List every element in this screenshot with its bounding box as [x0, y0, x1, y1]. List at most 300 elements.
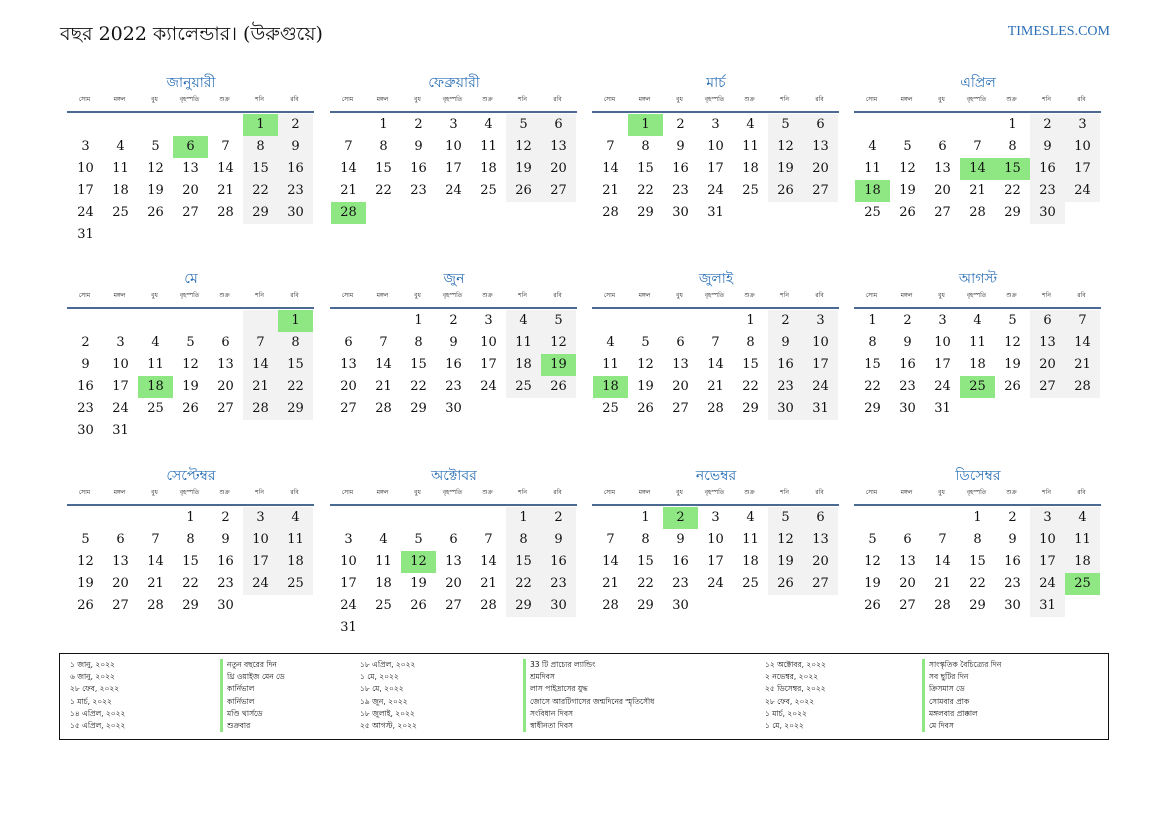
day-cell: 10 — [340, 554, 357, 569]
day-cell: 13 — [541, 136, 576, 158]
holiday-date: ১ মে, ২০২২ — [765, 720, 804, 730]
empty-cell — [331, 507, 366, 529]
day-cell: 17 — [77, 183, 94, 198]
weekday-label: বৃহস্পতি — [704, 489, 725, 496]
holiday-name: মঙ্গলবার প্রাক্কাল — [922, 708, 978, 720]
month-name: জুন — [443, 271, 465, 287]
day-cell: 9 — [676, 139, 685, 154]
day-cell: 19 — [506, 158, 541, 180]
day-cell: 13 — [803, 529, 838, 551]
month-name: মে — [184, 271, 198, 287]
day-cell: 24 — [934, 379, 951, 394]
day-cell: 6 — [903, 532, 912, 547]
day-cell: 30 — [278, 202, 313, 224]
day-cell: 22 — [506, 573, 541, 595]
day-cell: 13 — [112, 554, 129, 569]
weekday-label: বুধ — [414, 489, 421, 496]
weekday-label: মঙ্গল — [900, 96, 913, 103]
day-cell: 9 — [676, 532, 685, 547]
holiday-row — [70, 696, 255, 708]
empty-cell — [925, 114, 960, 136]
holiday-date: ১৪ এপ্রিল, ২০২২ — [70, 708, 126, 718]
day-cell: 21 — [602, 576, 619, 591]
day-cell: 24 — [803, 376, 838, 398]
day-cell: 20 — [340, 379, 357, 394]
day-cell: 2 — [1008, 510, 1017, 525]
day-cell: 16 — [899, 357, 916, 372]
day-cell: 27 — [182, 205, 199, 220]
month-calendar — [593, 269, 839, 420]
day-cell: 7 — [379, 335, 388, 350]
day-cell: 17 — [340, 576, 357, 591]
day-cell: 2 — [768, 310, 803, 332]
weekday-header — [854, 486, 1101, 506]
weekday-header — [67, 289, 314, 309]
day-cell: 19 — [864, 576, 881, 591]
holiday-day-cell: 1 — [628, 114, 663, 136]
weekday-label: শনি — [780, 96, 789, 103]
month-name: এপ্রিল — [960, 75, 996, 91]
empty-cell — [173, 310, 208, 332]
day-cell: 5 — [768, 114, 803, 136]
day-cell: 29 — [637, 598, 654, 613]
month-calendar — [331, 269, 577, 420]
holiday-row — [70, 659, 277, 671]
day-cell: 25 — [278, 573, 313, 595]
day-cell: 17 — [112, 379, 129, 394]
holiday-row — [360, 683, 588, 695]
holiday-row — [360, 720, 573, 732]
day-cell: 7 — [973, 139, 982, 154]
day-cell: 11 — [742, 532, 759, 547]
holiday-date: ২৫ আগস্ট, ২০২২ — [360, 720, 417, 730]
day-cell: 1 — [379, 117, 388, 132]
month-name: জুলাই — [698, 271, 734, 287]
day-grid — [331, 507, 577, 639]
empty-cell — [960, 114, 995, 136]
weekday-label: বুধ — [676, 96, 683, 103]
day-cell: 30 — [541, 595, 576, 617]
day-cell: 4 — [278, 507, 313, 529]
weekday-label: বুধ — [151, 292, 158, 299]
empty-cell — [103, 114, 138, 136]
day-cell: 2 — [903, 313, 912, 328]
day-cell: 5 — [151, 139, 160, 154]
weekday-label: বুধ — [151, 96, 158, 103]
day-cell: 10 — [803, 332, 838, 354]
day-cell: 28 — [1065, 376, 1100, 398]
holiday-name: মে দিবস — [922, 720, 954, 732]
day-cell: 18 — [112, 183, 129, 198]
day-cell: 19 — [768, 158, 803, 180]
day-cell: 19 — [1004, 357, 1021, 372]
day-cell: 27 — [217, 401, 234, 416]
day-cell: 23 — [1030, 180, 1065, 202]
day-cell: 7 — [938, 532, 947, 547]
day-cell: 16 — [672, 554, 689, 569]
day-cell: 30 — [1004, 598, 1021, 613]
day-cell: 10 — [707, 532, 724, 547]
empty-cell — [593, 507, 628, 529]
day-cell: 14 — [375, 357, 392, 372]
day-cell: 7 — [606, 139, 615, 154]
day-cell: 1 — [641, 510, 650, 525]
day-cell: 27 — [803, 180, 838, 202]
day-cell: 24 — [707, 183, 724, 198]
weekday-label: রবি — [553, 292, 562, 299]
holiday-date: ১৯ জুন, ২০২২ — [360, 696, 408, 706]
day-cell: 16 — [77, 379, 94, 394]
day-cell: 26 — [864, 598, 881, 613]
weekday-label: রবি — [1077, 96, 1086, 103]
empty-cell — [401, 507, 436, 529]
weekday-label: শনি — [518, 489, 527, 496]
holiday-name: নতুন বছরের দিন — [220, 659, 277, 671]
empty-cell — [208, 310, 243, 332]
weekday-header — [854, 289, 1101, 309]
day-cell: 7 — [1065, 310, 1100, 332]
day-cell: 14 — [934, 554, 951, 569]
day-cell: 30 — [672, 598, 689, 613]
day-cell: 25 — [742, 576, 759, 591]
day-cell: 19 — [410, 576, 427, 591]
day-cell: 1 — [746, 313, 755, 328]
day-cell: 4 — [973, 313, 982, 328]
empty-cell — [208, 114, 243, 136]
day-cell: 16 — [217, 554, 234, 569]
day-cell: 29 — [243, 202, 278, 224]
day-cell: 28 — [934, 598, 951, 613]
day-cell: 5 — [506, 114, 541, 136]
day-cell: 6 — [1030, 310, 1065, 332]
day-cell: 16 — [278, 158, 313, 180]
day-cell: 8 — [641, 139, 650, 154]
day-cell: 8 — [379, 139, 388, 154]
day-cell: 26 — [182, 401, 199, 416]
day-cell: 23 — [541, 573, 576, 595]
holiday-date: ১৫ এপ্রিল, ২০২২ — [70, 720, 126, 730]
day-cell: 6 — [116, 532, 125, 547]
holiday-day-cell: 2 — [663, 507, 698, 529]
day-cell: 24 — [112, 401, 129, 416]
day-cell: 21 — [1065, 354, 1100, 376]
day-cell: 10 — [243, 529, 278, 551]
month-calendar — [855, 73, 1101, 224]
weekday-label: শনি — [518, 96, 527, 103]
day-cell: 2 — [676, 117, 685, 132]
day-cell: 31 — [707, 205, 724, 220]
day-cell: 13 — [217, 357, 234, 372]
day-cell: 17 — [480, 357, 497, 372]
holiday-name: সংবিধান দিবস — [523, 708, 573, 720]
empty-cell — [890, 507, 925, 529]
day-cell: 21 — [480, 576, 497, 591]
day-cell: 31 — [803, 398, 838, 420]
holiday-name: শ্রমদিবস — [523, 671, 555, 683]
day-cell: 1 — [506, 507, 541, 529]
day-cell: 12 — [182, 357, 199, 372]
day-cell: 11 — [602, 357, 619, 372]
day-cell: 29 — [742, 401, 759, 416]
empty-cell — [436, 507, 471, 529]
day-cell: 28 — [147, 598, 164, 613]
holiday-row — [70, 671, 285, 683]
day-cell: 9 — [768, 332, 803, 354]
day-cell: 27 — [112, 598, 129, 613]
day-cell: 21 — [707, 379, 724, 394]
day-cell: 3 — [711, 117, 720, 132]
weekday-label: রবি — [290, 292, 299, 299]
day-cell: 18 — [742, 161, 759, 176]
day-cell: 18 — [278, 551, 313, 573]
weekday-label: মঙ্গল — [113, 96, 126, 103]
day-cell: 14 — [243, 354, 278, 376]
weekday-header — [67, 486, 314, 506]
day-cell: 15 — [864, 357, 881, 372]
holiday-day-cell: 18 — [855, 180, 890, 202]
weekday-label: বৃহস্পতি — [704, 96, 725, 103]
month-calendar — [593, 466, 839, 617]
holiday-name: শুক্রবার — [220, 720, 250, 732]
day-cell: 27 — [672, 401, 689, 416]
day-cell: 31 — [1030, 595, 1065, 617]
day-cell: 16 — [410, 161, 427, 176]
holiday-date: ১২ অক্টোবর, ২০২২ — [765, 660, 826, 669]
holiday-day-cell: 15 — [995, 158, 1030, 180]
holiday-date: ১৮ মে, ২০২২ — [360, 684, 404, 694]
empty-cell — [698, 310, 733, 332]
day-cell: 22 — [637, 183, 654, 198]
day-cell: 6 — [541, 114, 576, 136]
day-cell: 20 — [217, 379, 234, 394]
weekday-label: মঙ্গল — [376, 489, 389, 496]
day-cell: 8 — [243, 136, 278, 158]
day-cell: 23 — [410, 183, 427, 198]
weekday-label: বুধ — [151, 489, 158, 496]
day-cell: 11 — [147, 357, 164, 372]
holiday-row — [765, 683, 965, 695]
holiday-date: ১ মার্চ, ২০২২ — [765, 708, 807, 718]
day-cell: 12 — [1004, 335, 1021, 350]
day-cell: 25 — [742, 183, 759, 198]
day-cell: 17 — [707, 554, 724, 569]
holiday-list — [59, 653, 1109, 740]
empty-cell — [103, 310, 138, 332]
weekday-label: শুক্র — [219, 96, 230, 103]
weekday-label: মঙ্গল — [900, 489, 913, 496]
weekday-label: মঙ্গল — [900, 292, 913, 299]
empty-cell — [68, 114, 103, 136]
day-cell: 28 — [707, 401, 724, 416]
day-cell: 6 — [803, 114, 838, 136]
weekday-label: মঙ্গল — [113, 292, 126, 299]
weekday-label: মঙ্গল — [638, 292, 651, 299]
day-cell: 14 — [480, 554, 497, 569]
day-cell: 20 — [803, 158, 838, 180]
weekday-label: শনি — [1042, 489, 1051, 496]
month-calendar — [68, 73, 314, 246]
holiday-day-cell: 19 — [541, 354, 576, 376]
day-cell: 12 — [147, 161, 164, 176]
day-cell: 1 — [868, 313, 877, 328]
day-cell: 22 — [375, 183, 392, 198]
day-cell: 4 — [606, 335, 615, 350]
day-cell: 25 — [480, 183, 497, 198]
day-cell: 10 — [707, 139, 724, 154]
day-cell: 4 — [746, 510, 755, 525]
day-cell: 11 — [278, 529, 313, 551]
holiday-date: ১৮ জুলাই, ২০২২ — [360, 708, 415, 718]
day-cell: 5 — [541, 310, 576, 332]
day-cell: 29 — [182, 598, 199, 613]
day-cell: 21 — [340, 183, 357, 198]
weekday-label: সোম — [78, 292, 91, 299]
day-cell: 3 — [243, 507, 278, 529]
day-cell: 1 — [973, 510, 982, 525]
day-cell: 14 — [1065, 332, 1100, 354]
day-cell: 21 — [934, 576, 951, 591]
day-cell: 10 — [1065, 136, 1100, 158]
day-cell: 18 — [969, 357, 986, 372]
day-cell: 9 — [81, 357, 90, 372]
day-cell: 15 — [410, 357, 427, 372]
day-cell: 16 — [445, 357, 462, 372]
day-cell: 3 — [81, 139, 90, 154]
month-name: ফেব্রুয়ারী — [428, 75, 480, 91]
day-grid — [331, 114, 577, 224]
holiday-day-cell: 1 — [278, 310, 313, 332]
day-cell: 19 — [637, 379, 654, 394]
day-cell: 17 — [1065, 158, 1100, 180]
holiday-column-2 — [360, 659, 655, 732]
empty-cell — [471, 507, 506, 529]
day-cell: 5 — [414, 532, 423, 547]
day-cell: 30 — [899, 401, 916, 416]
day-cell: 3 — [484, 313, 493, 328]
day-cell: 13 — [445, 554, 462, 569]
weekday-label: সোম — [603, 292, 616, 299]
weekday-label: বুধ — [938, 292, 945, 299]
weekday-header — [592, 289, 839, 309]
weekday-header — [330, 486, 577, 506]
empty-cell — [138, 114, 173, 136]
weekday-label: শনি — [780, 489, 789, 496]
weekday-label: বৃহস্পতি — [966, 96, 987, 103]
day-cell: 4 — [484, 117, 493, 132]
holiday-name: কার্নিভাল — [220, 683, 254, 695]
day-cell: 9 — [414, 139, 423, 154]
day-cell: 11 — [112, 161, 129, 176]
day-cell: 29 — [864, 401, 881, 416]
site-link[interactable]: TIMESLES.COM — [1007, 24, 1110, 39]
day-cell: 1 — [1008, 117, 1017, 132]
holiday-name: লাস পাইদ্রাসের যুদ্ধ — [523, 683, 588, 695]
weekday-header — [854, 93, 1101, 113]
day-cell: 25 — [375, 598, 392, 613]
holiday-date: ৬ জানু, ২০২২ — [70, 672, 115, 682]
weekday-header — [592, 93, 839, 113]
day-cell: 16 — [768, 354, 803, 376]
empty-cell — [366, 310, 401, 332]
holiday-name: ক্রিসমাস ডে — [922, 683, 965, 695]
weekday-label: সোম — [865, 489, 878, 496]
day-cell: 19 — [182, 379, 199, 394]
holiday-row — [360, 708, 573, 720]
day-cell: 8 — [506, 529, 541, 551]
day-cell: 24 — [480, 379, 497, 394]
day-cell: 27 — [445, 598, 462, 613]
day-grid — [593, 310, 839, 420]
day-grid — [855, 507, 1101, 617]
weekday-label: সোম — [865, 96, 878, 103]
holiday-day-cell: 6 — [173, 136, 208, 158]
day-cell: 22 — [182, 576, 199, 591]
day-cell: 16 — [1030, 158, 1065, 180]
day-grid — [593, 114, 839, 224]
weekday-label: শনি — [518, 292, 527, 299]
day-cell: 31 — [934, 401, 951, 416]
day-cell: 12 — [541, 332, 576, 354]
holiday-day-cell: 18 — [138, 376, 173, 398]
weekday-label: শুক্র — [1006, 489, 1017, 496]
day-cell: 3 — [116, 335, 125, 350]
weekday-header — [592, 486, 839, 506]
day-cell: 19 — [77, 576, 94, 591]
month-calendar — [331, 466, 577, 639]
holiday-name: জোসে আরটিগাসের জন্মদিনের স্মৃতিসৌধ — [523, 696, 654, 708]
weekday-label: শুক্র — [744, 489, 755, 496]
day-cell: 21 — [243, 376, 278, 398]
day-cell: 8 — [973, 532, 982, 547]
day-cell: 9 — [1030, 136, 1065, 158]
holiday-row — [360, 671, 555, 683]
weekday-label: শুক্র — [219, 292, 230, 299]
day-cell: 24 — [77, 205, 94, 220]
holiday-row — [360, 696, 655, 708]
day-cell: 27 — [899, 598, 916, 613]
weekday-label: বুধ — [938, 96, 945, 103]
month-calendar — [68, 466, 314, 617]
day-cell: 16 — [541, 551, 576, 573]
weekday-header — [330, 93, 577, 113]
weekday-label: শনি — [1042, 292, 1051, 299]
day-cell: 5 — [768, 507, 803, 529]
day-cell: 6 — [803, 507, 838, 529]
day-cell: 9 — [449, 335, 458, 350]
empty-cell — [593, 114, 628, 136]
day-cell: 19 — [147, 183, 164, 198]
day-cell: 13 — [182, 161, 199, 176]
day-cell: 20 — [934, 183, 951, 198]
day-cell: 30 — [1030, 202, 1065, 224]
weekday-label: বুধ — [676, 292, 683, 299]
day-cell: 23 — [278, 180, 313, 202]
day-cell: 5 — [641, 335, 650, 350]
day-cell: 15 — [375, 161, 392, 176]
day-cell: 14 — [602, 554, 619, 569]
day-cell: 25 — [864, 205, 881, 220]
weekday-label: শুক্র — [482, 96, 493, 103]
day-cell: 23 — [1004, 576, 1021, 591]
day-cell: 28 — [602, 598, 619, 613]
day-cell: 12 — [768, 136, 803, 158]
empty-cell — [925, 507, 960, 529]
day-cell: 29 — [1004, 205, 1021, 220]
day-cell: 29 — [506, 595, 541, 617]
day-cell: 9 — [903, 335, 912, 350]
day-cell: 31 — [77, 227, 94, 242]
day-grid — [68, 114, 314, 246]
